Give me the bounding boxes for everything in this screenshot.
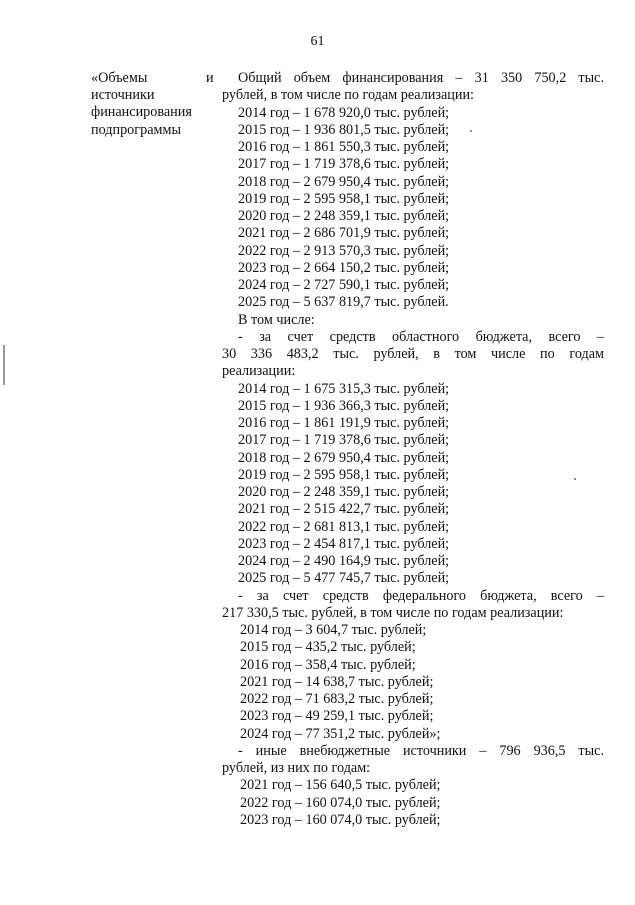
federal-year-line: 2022 год – 71 683,2 тыс. рублей; [240,691,434,707]
regional-year-line: 2019 год – 2 595 958,1 тыс. рублей; [238,466,450,483]
financing-details [222,70,604,829]
other-sources-intro: - иные внебюджетные источники – 796 936,5 тыс. [238,742,604,759]
total-year-line: 2025 год – 5 637 819,7 тыс. рублей. [238,294,449,311]
regional-year-line: 2024 год – 2 490 164,9 тыс. рублей; [238,553,450,569]
row-label-line: «Объемы [91,70,148,86]
row-label-line: финансирования [91,104,192,121]
total-intro-cont: рублей, в том числе по годам реализации: [222,87,474,104]
row-label-conjunction: и [206,70,214,86]
scan-edge-mark [3,345,5,385]
regional-year-line: 2016 год – 1 861 191,9 тыс. рублей; [238,415,450,431]
total-year-line: 2020 год – 2 248 359,1 тыс. рублей; [238,208,450,224]
scan-speck [574,478,576,480]
federal-year-line: 2015 год – 435,2 тыс. рублей; [240,639,416,656]
total-intro: Общий объем финансирования – 31 350 750,2 тыс. [238,70,604,86]
total-year-line: 2023 год – 2 664 150,2 тыс. рублей; [238,259,450,276]
total-year-line: 2014 год – 1 678 920,0 тыс. рублей; [238,104,450,121]
other-sources-year-line: 2023 год – 160 074,0 тыс. рублей; [240,811,441,828]
other-sources-year-line: 2022 год – 160 074,0 тыс. рублей; [240,794,441,811]
scan-speck [470,130,472,132]
including-label: В том числе: [238,311,315,328]
total-year-line: 2022 год – 2 913 570,3 тыс. рублей; [238,242,450,259]
row-label [91,70,221,139]
regional-intro-cont: 30 336 483,2 тыс. рублей, в том числе по годам [222,346,604,362]
total-year-line: 2016 год – 1 861 550,3 тыс. рублей; [238,139,450,155]
total-year-line: 2024 год – 2 727 590,1 тыс. рублей; [238,277,450,293]
page-number: 61 [310,34,325,49]
regional-year-line: 2014 год – 1 675 315,3 тыс. рублей; [238,380,450,397]
regional-intro-end: реализации: [222,363,296,380]
total-year-line: 2021 год – 2 686 701,9 тыс. рублей; [238,225,450,242]
other-sources-intro-cont: рублей, из них по годам: [222,760,371,776]
total-year-line: 2018 год – 2 679 950,4 тыс. рублей; [238,173,450,190]
federal-year-line: 2023 год – 49 259,1 тыс. рублей; [240,708,434,725]
federal-intro-cont: 217 330,5 тыс. рублей, в том числе по годам реализации: [222,604,564,621]
total-year-line: 2017 год – 1 719 378,6 тыс. рублей; [238,156,450,173]
row-label-line: подпрограммы [91,121,181,138]
federal-year-line: 2021 год – 14 638,7 тыс. рублей; [240,673,434,690]
regional-year-line: 2015 год – 1 936 366,3 тыс. рублей; [238,397,450,414]
regional-year-line: 2021 год – 2 515 422,7 тыс. рублей; [238,501,450,518]
row-label-line: источники [91,87,155,104]
regional-year-line: 2022 год – 2 681 813,1 тыс. рублей; [238,518,450,535]
federal-year-line: 2024 год – 77 351,2 тыс. рублей»; [240,725,441,742]
regional-intro: - за счет средств областного бюджета, всего – [238,328,604,345]
regional-year-line: 2023 год – 2 454 817,1 тыс. рублей; [238,535,450,552]
total-year-line: 2019 год – 2 595 958,1 тыс. рублей; [238,190,450,207]
regional-year-line: 2017 год – 1 719 378,6 тыс. рублей; [238,432,450,449]
federal-year-line: 2014 год – 3 604,7 тыс. рублей; [240,622,427,638]
federal-year-line: 2016 год – 358,4 тыс. рублей; [240,656,416,673]
regional-year-line: 2018 год – 2 679 950,4 тыс. рублей; [238,449,450,466]
other-sources-year-line: 2021 год – 156 640,5 тыс. рублей; [240,777,441,794]
regional-year-line: 2020 год – 2 248 359,1 тыс. рублей; [238,484,450,500]
regional-year-line: 2025 год – 5 477 745,7 тыс. рублей; [238,570,450,587]
federal-intro: - за счет средств федерального бюджета, всего – [238,587,604,604]
total-year-line: 2015 год – 1 936 801,5 тыс. рублей; [238,121,450,138]
